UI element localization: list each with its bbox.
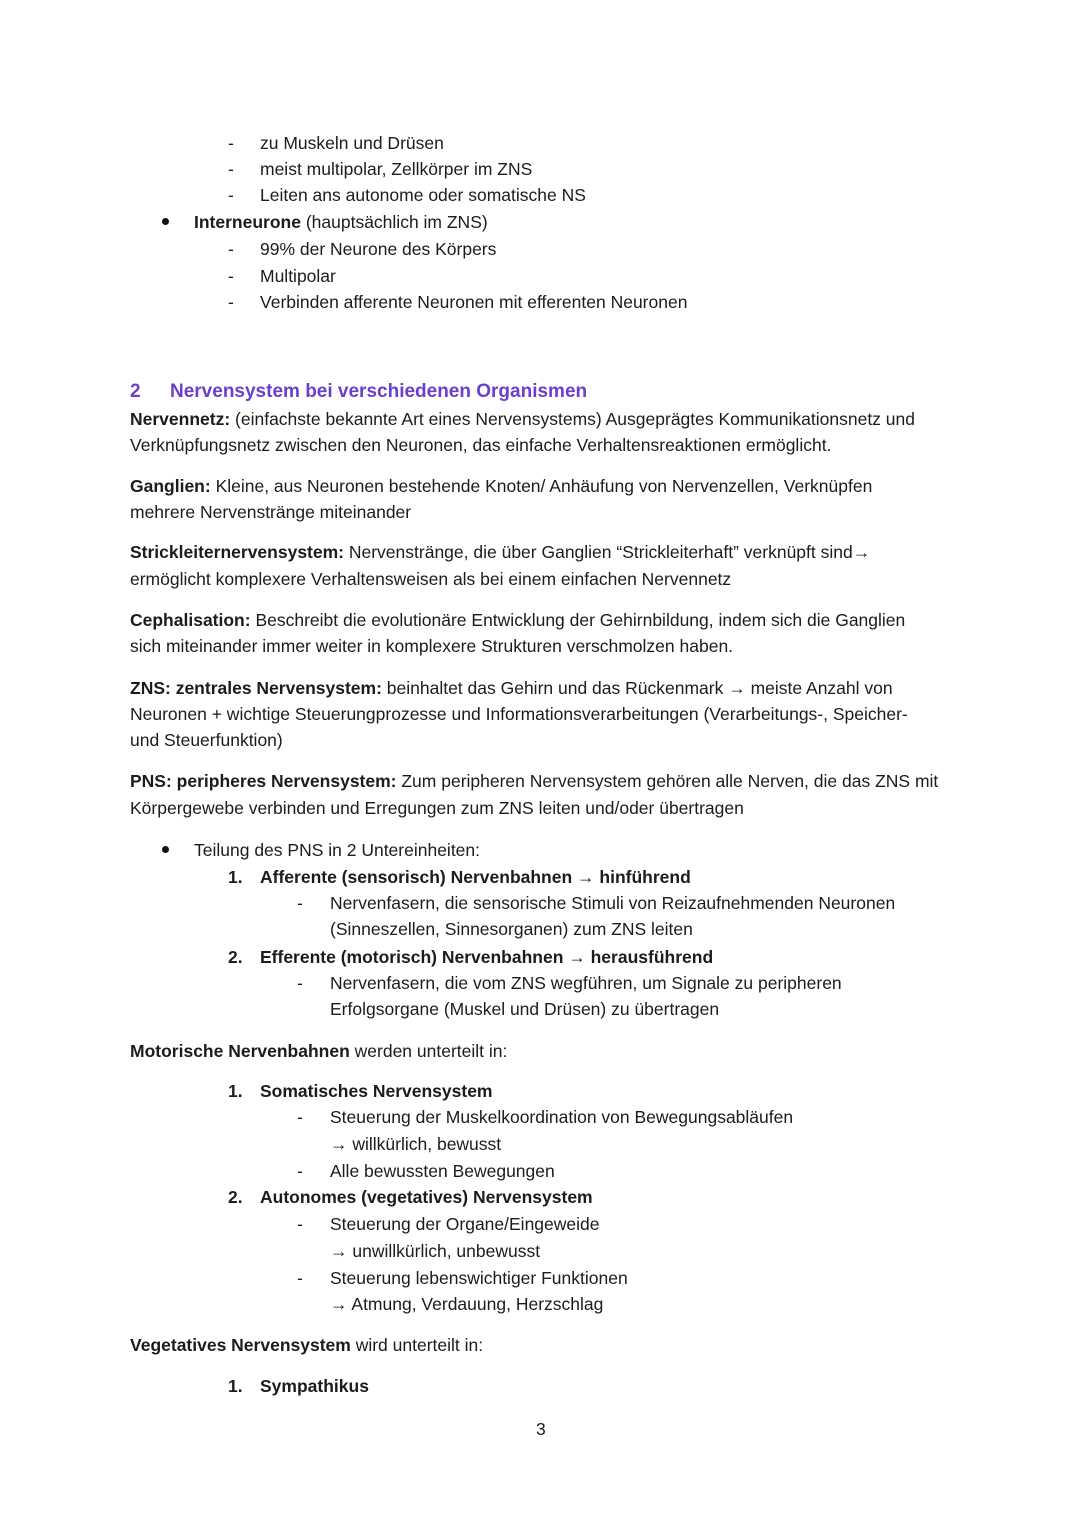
list-item-cont: → Atmung, Verdauung, Herzschlag	[330, 1294, 604, 1314]
definition-ganglien-cont: mehrere Nervenstränge miteinander	[130, 502, 412, 522]
list-dash: -	[228, 292, 234, 312]
list-dash: -	[228, 239, 234, 259]
afferent-title: Afferente (sensorisch) Nervenbahnen → hinführend	[260, 867, 691, 887]
list-number: 1.	[228, 1081, 243, 1101]
list-item: Alle bewussten Bewegungen	[330, 1161, 555, 1181]
list-dash: -	[228, 266, 234, 286]
definition-nervennetz-cont: Verknüpfungsnetz zwischen den Neuronen, das einfache Verhaltensreaktionen ermöglicht.	[130, 435, 832, 455]
list-item: Nervenfasern, die sensorische Stimuli von Reizaufnehmenden Neuronen	[330, 893, 896, 913]
list-item-cont: → unwillkürlich, unbewusst	[330, 1241, 541, 1261]
definition-zns-cont: Neuronen + wichtige Steuerungprozesse und Informationsverarbeitungen (Verarbeitungs-, Speicher-	[130, 704, 908, 724]
list-item: 99% der Neurone des Körpers	[260, 239, 497, 259]
autonomic-title: Autonomes (vegetatives) Nervensystem	[260, 1187, 593, 1207]
list-item: Steuerung der Organe/Eingeweide	[330, 1214, 600, 1234]
list-dash: -	[228, 133, 234, 153]
list-item-cont: Erfolgsorgane (Muskel und Drüsen) zu übertragen	[330, 999, 720, 1019]
motor-heading: Motorische Nervenbahnen werden unterteilt in:	[130, 1041, 508, 1061]
page-number: 3	[536, 1419, 546, 1439]
list-dash: -	[297, 1107, 303, 1127]
list-item: Steuerung lebenswichtiger Funktionen	[330, 1268, 628, 1288]
list-number: 1.	[228, 1376, 243, 1396]
definition-cephalisation-cont: sich miteinander immer weiter in komplexere Strukturen verschmolzen haben.	[130, 636, 734, 656]
efferent-title: Efferente (motorisch) Nervenbahnen → herausführend	[260, 947, 714, 967]
interneurone-heading: Interneurone (hauptsächlich im ZNS)	[194, 212, 488, 232]
bullet-icon	[162, 218, 169, 225]
list-dash: -	[297, 893, 303, 913]
definition-pns-cont: Körpergewebe verbinden und Erregungen zum ZNS leiten und/oder übertragen	[130, 798, 744, 818]
list-item: Leiten ans autonome oder somatische NS	[260, 185, 586, 205]
list-item: Steuerung der Muskelkoordination von Bewegungsabläufen	[330, 1107, 794, 1127]
definition-zns-cont: und Steuerfunktion)	[130, 730, 283, 750]
list-dash: -	[297, 1268, 303, 1288]
vegetative-heading: Vegetatives Nervensystem wird unterteilt in:	[130, 1335, 484, 1355]
section-number: 2	[130, 381, 141, 402]
list-item: Multipolar	[260, 266, 336, 286]
definition-zns: ZNS: zentrales Nervensystem: beinhaltet das Gehirn und das Rückenmark → meiste Anzahl von	[130, 678, 893, 698]
list-number: 1.	[228, 867, 243, 887]
section-title: Nervensystem bei verschiedenen Organismen	[170, 381, 588, 402]
section-heading	[130, 379, 587, 405]
list-item: Nervenfasern, die vom ZNS wegführen, um Signale zu peripheren	[330, 973, 842, 993]
definition-nervennetz: Nervennetz: (einfachste bekannte Art eines Nervensystems) Ausgeprägtes Kommunikationsnetz und	[130, 409, 915, 429]
somatic-title: Somatisches Nervensystem	[260, 1081, 493, 1101]
definition-ganglien: Ganglien: Kleine, aus Neuronen bestehende Knoten/ Anhäufung von Nervenzellen, Verknüpfen	[130, 476, 873, 496]
list-item: zu Muskeln und Drüsen	[260, 133, 444, 153]
list-dash: -	[297, 1214, 303, 1234]
list-dash: -	[297, 973, 303, 993]
definition-cephalisation: Cephalisation: Beschreibt die evolutionäre Entwicklung der Gehirnbildung, indem sich die Ganglien	[130, 610, 906, 630]
definition-pns: PNS: peripheres Nervensystem: Zum peripheren Nervensystem gehören alle Nerven, die das ZNS mit	[130, 771, 939, 791]
sympathikus-title: Sympathikus	[260, 1376, 369, 1396]
list-item-cont: (Sinneszellen, Sinnesorganen) zum ZNS leiten	[330, 919, 693, 939]
list-dash: -	[228, 185, 234, 205]
list-number: 2.	[228, 947, 243, 967]
list-number: 2.	[228, 1187, 243, 1207]
definition-strickleiter: Strickleiternervensystem: Nervenstränge, die über Ganglien “Strickleiterhaft” verknüpft sind→	[130, 542, 871, 562]
pns-division-intro: Teilung des PNS in 2 Untereinheiten:	[194, 840, 481, 860]
list-dash: -	[297, 1161, 303, 1181]
list-item-cont: → willkürlich, bewusst	[330, 1134, 502, 1154]
list-item: meist multipolar, Zellkörper im ZNS	[260, 159, 533, 179]
definition-strickleiter-cont: ermöglicht komplexere Verhaltensweisen als bei einem einfachen Nervennetz	[130, 569, 732, 589]
list-item: Verbinden afferente Neuronen mit efferenten Neuronen	[260, 292, 688, 312]
list-dash: -	[228, 159, 234, 179]
bullet-icon	[162, 846, 169, 853]
